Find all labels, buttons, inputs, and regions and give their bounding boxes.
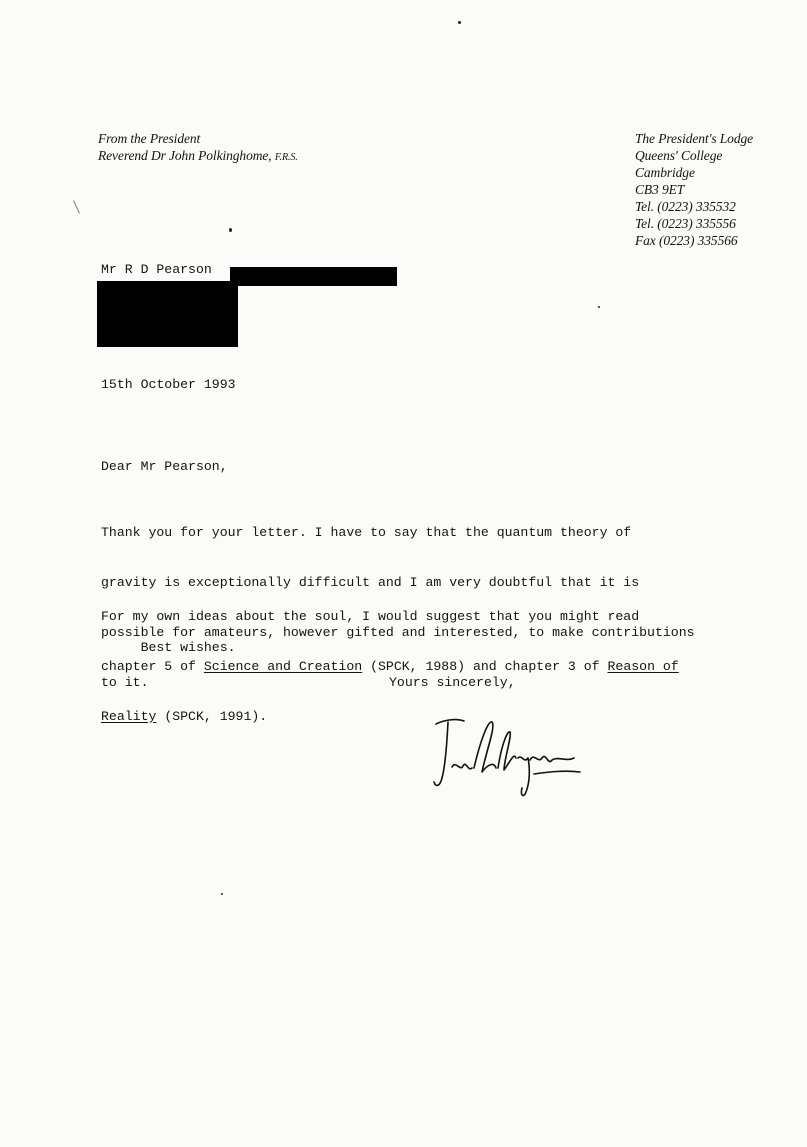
body-text: (SPCK, 1991).: [156, 708, 268, 724]
scan-speck: [221, 893, 223, 895]
closing: Yours sincerely,: [389, 675, 516, 690]
fax-line: Fax (0223) 335566: [635, 233, 738, 248]
address-line: The President's Lodge: [635, 131, 754, 146]
recipient-name: Mr R D Pearson: [101, 262, 212, 277]
letter-date: 15th October 1993: [101, 377, 236, 392]
salutation: Dear Mr Pearson,: [101, 459, 228, 474]
address-line: Queens' College: [635, 148, 723, 163]
letterhead-sender: [98, 130, 398, 166]
redaction-box: [230, 267, 397, 286]
phone-line: Tel. (0223) 335532: [635, 199, 736, 214]
phone-line: Tel. (0223) 335556: [635, 216, 736, 231]
body-line: possible for amateurs, however gifted and interested, to make contributions: [101, 624, 695, 640]
body-paragraph-3: Best wishes.: [101, 640, 236, 655]
body-text: chapter 5 of: [101, 658, 204, 674]
book-title: Reality: [101, 708, 157, 724]
sender-name: Reverend Dr John Polkinghome,: [98, 148, 272, 163]
body-line: [101, 709, 741, 726]
body-line: Thank you for your letter. I have to say that the quantum theory of: [101, 525, 632, 541]
redaction-box: [97, 281, 238, 347]
from-line: From the President: [98, 131, 201, 146]
scan-speck: [229, 228, 232, 232]
body-line: [101, 659, 741, 676]
book-title: Reason of: [607, 658, 679, 674]
book-title: Science and Creation: [203, 658, 363, 674]
scan-speck: [73, 200, 80, 213]
letterhead-address: [635, 130, 800, 249]
address-line: CB3 9ET: [635, 182, 685, 197]
body-paragraph-2: [101, 576, 741, 742]
sender-line: [98, 147, 398, 166]
body-text: (SPCK, 1988) and chapter 3 of: [362, 658, 608, 674]
address-line: Cambridge: [635, 165, 695, 180]
scan-speck: [598, 306, 600, 308]
signature-icon: [430, 712, 590, 807]
scan-speck: [458, 21, 461, 24]
body-line: gravity is exceptionally difficult and I am very doubtful that it is: [101, 574, 640, 590]
sender-postnominal: F.R.S.: [274, 152, 298, 163]
body-line: For my own ideas about the soul, I would suggest that you might read: [101, 609, 640, 625]
body-line: to it.: [101, 674, 149, 690]
